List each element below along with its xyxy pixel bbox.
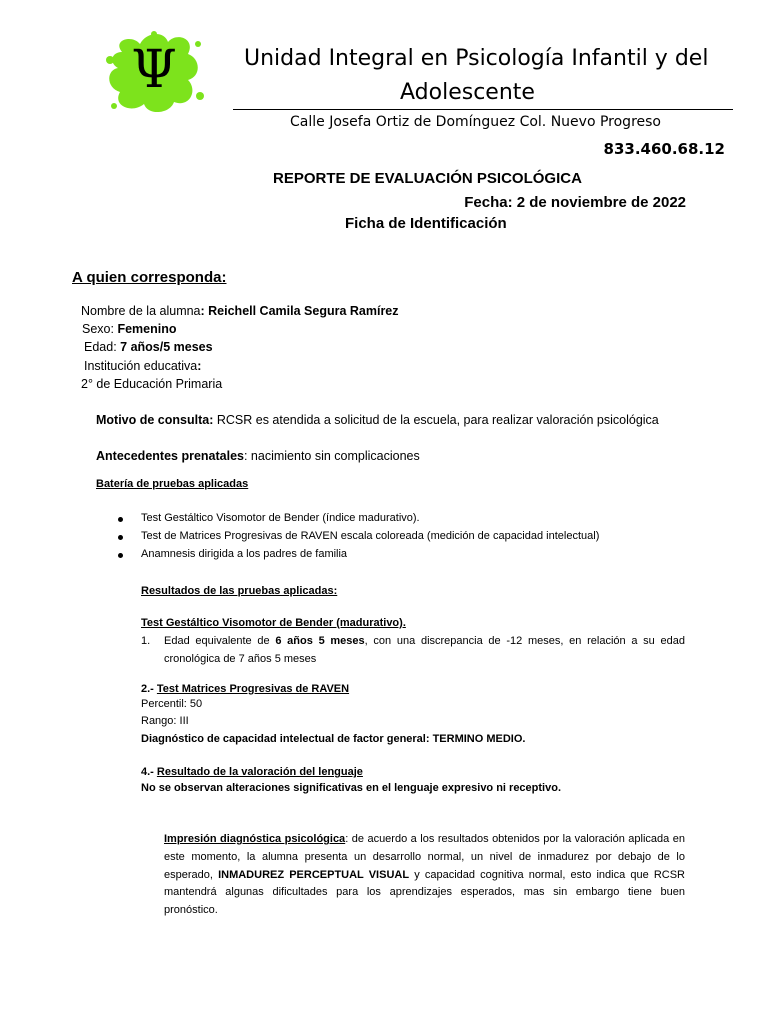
bullet-icon xyxy=(118,535,123,540)
bender-result-a: Edad equivalente de xyxy=(164,635,276,647)
raven-heading: Test Matrices Progresivas de RAVEN xyxy=(156,683,350,695)
student-name-line xyxy=(81,304,399,318)
bender-equivalent-age: 6 años 5 meses xyxy=(275,635,365,647)
consultation-reason xyxy=(96,413,659,427)
consultation-reason-label: Motivo de consulta: xyxy=(96,413,214,427)
raven-range: Rango: III xyxy=(141,715,189,727)
student-sex-label: Sexo: xyxy=(82,322,118,336)
student-institution-colon: : xyxy=(197,359,202,373)
bullet-icon xyxy=(118,517,123,522)
raven-prefix: 2.- xyxy=(141,683,157,695)
language-heading: Resultado de la valoración del lenguaje xyxy=(156,766,363,778)
student-name-value: : Reichell Camila Segura Ramírez xyxy=(200,304,399,318)
student-grade: 2° de Educación Primaria xyxy=(81,377,223,391)
results-heading: Resultados de las pruebas aplicadas: xyxy=(141,585,338,597)
bender-heading: Test Gestáltico Visomotor de Bender (madurativo). xyxy=(141,617,406,629)
impression-line3 xyxy=(164,869,685,881)
bender-number: 1. xyxy=(141,635,151,647)
raven-percentile: Percentil: 50 xyxy=(141,698,203,710)
student-sex-value: Femenino xyxy=(117,322,177,336)
impression-line4: mantendrá algunas dificultades para los aprendizajes esperados, mas sin embargo tiene buen xyxy=(164,886,685,898)
student-name-label: Nombre de la alumna xyxy=(81,304,201,318)
raven-heading-line xyxy=(141,683,349,695)
language-result: No se observan alteraciones significativas en el lenguaje expresivo ni receptivo. xyxy=(141,782,562,794)
student-institution-label: Institución educativa xyxy=(84,359,198,373)
psi-logo xyxy=(102,30,206,116)
bender-result-line1 xyxy=(164,635,685,647)
bullet-icon xyxy=(118,553,123,558)
student-age-line xyxy=(84,340,213,354)
clinic-title-line1: Unidad Integral en Psicología Infantil y del xyxy=(244,46,709,71)
student-sex-line xyxy=(82,322,176,336)
salutation: A quien corresponda: xyxy=(72,269,227,286)
clinic-title-line2: Adolescente xyxy=(400,80,535,105)
report-subtitle: Ficha de Identificación xyxy=(345,215,507,232)
impression-finding: INMADUREZ PERCEPTUAL VISUAL xyxy=(218,869,410,881)
header-divider xyxy=(233,109,733,110)
clinic-address: Calle Josefa Ortiz de Domínguez Col. Nuevo Progreso xyxy=(290,114,661,130)
impression-line1 xyxy=(164,833,685,845)
raven-diagnosis: Diagnóstico de capacidad intelectual de factor general: TERMINO MEDIO. xyxy=(141,733,526,745)
consultation-reason-text: RCSR es atendida a solicitud de la escuela, para realizar valoración psicológica xyxy=(213,413,659,427)
impression-line5: pronóstico. xyxy=(164,904,218,916)
battery-item: Test Gestáltico Visomotor de Bender (índice madurativo). xyxy=(141,512,420,524)
psi-symbol: Ψ xyxy=(131,40,177,100)
student-age-label: Edad: xyxy=(84,340,121,354)
report-title: REPORTE DE EVALUACIÓN PSICOLÓGICA xyxy=(273,170,582,187)
language-prefix: 4.- xyxy=(141,766,157,778)
impression-text-3c: y capacidad cognitiva normal, esto indica que RCSR xyxy=(409,869,686,881)
student-age-value: 7 años/5 meses xyxy=(120,340,213,354)
prenatal-history xyxy=(96,449,420,463)
prenatal-history-label: Antecedentes prenatales xyxy=(96,449,244,463)
battery-heading: Batería de pruebas aplicadas xyxy=(96,478,249,490)
impression-text-1: : de acuerdo a los resultados obtenidos por la valoración aplicada en xyxy=(345,833,686,845)
bender-result-line2: cronológica de 7 años 5 meses xyxy=(164,653,317,665)
prenatal-history-text: : nacimiento sin complicaciones xyxy=(243,449,420,463)
student-institution-line xyxy=(84,359,201,373)
clinic-phone: 833.460.68.12 xyxy=(603,140,725,158)
impression-line2: este momento, la alumna presenta un desarrollo normal, un nivel de inmadurez por debajo de lo xyxy=(164,851,685,863)
impression-text-3a: esperado, xyxy=(164,869,219,881)
impression-label: Impresión diagnóstica psicológica xyxy=(164,833,346,845)
battery-item: Test de Matrices Progresivas de RAVEN escala coloreada (medición de capacidad intelectual) xyxy=(141,530,600,542)
language-heading-line xyxy=(141,766,363,778)
battery-item: Anamnesis dirigida a los padres de familia xyxy=(141,548,348,560)
report-date: Fecha: 2 de noviembre de 2022 xyxy=(464,194,686,211)
bender-result-c: , con una discrepancia de -12 meses, en relación a su edad xyxy=(364,635,685,647)
